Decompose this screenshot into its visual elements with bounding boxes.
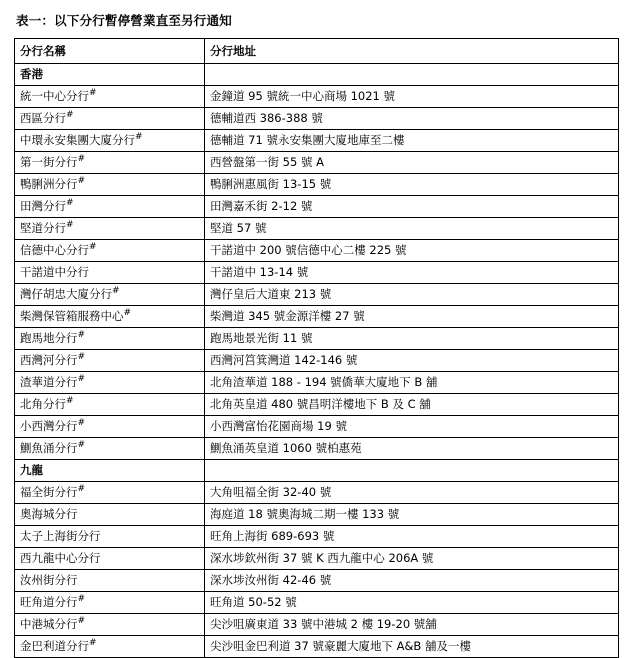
- branch-address-cell: 干諾道中 13-14 號: [205, 262, 619, 284]
- table-row: [15, 394, 619, 416]
- branch-name-cell: [15, 262, 205, 284]
- table-row: [15, 614, 619, 636]
- branch-address-cell: 尖沙咀金巴利道 37 號豪麗大廈地下 A&B 舖及一樓: [205, 636, 619, 658]
- branch-name-cell: [15, 350, 205, 372]
- table-row: [15, 526, 619, 548]
- table-row: [15, 130, 619, 152]
- footnote-hash-marker: #: [77, 484, 86, 495]
- branch-address-cell: 尖沙咀廣東道 33 號中港城 2 樓 19-20 號舖: [205, 614, 619, 636]
- branch-address-cell: 海庭道 18 號奧海城二期一樓 133 號: [205, 504, 619, 526]
- branch-address-cell: 田灣嘉禾街 2-12 號: [205, 196, 619, 218]
- table-row: [15, 306, 619, 328]
- branch-name-cell: [15, 592, 205, 614]
- footnote-hash-marker: #: [135, 132, 143, 143]
- footnote-hash-marker: #: [66, 110, 74, 121]
- footnote-hash-marker: #: [112, 286, 120, 297]
- branch-name-label: 統一中心分行: [20, 89, 89, 103]
- table-row: [15, 328, 619, 350]
- branch-name-cell: [15, 284, 205, 306]
- branch-name-cell: [15, 614, 205, 636]
- branch-name-cell: [15, 130, 205, 152]
- branch-name-cell: [15, 636, 205, 658]
- table-row: [15, 108, 619, 130]
- footnote-hash-marker: #: [89, 242, 97, 253]
- branch-name-label: 中環永安集團大廈分行: [20, 133, 135, 147]
- footnote-hash-marker: #: [77, 374, 86, 385]
- suspended-branches-table: [14, 38, 619, 658]
- branch-name-cell: [15, 526, 205, 548]
- footnote-hash-marker: #: [89, 88, 97, 99]
- branch-address-cell: 干諾道中 200 號信德中心二樓 225 號: [205, 240, 619, 262]
- branch-address-cell: 鴨脷洲惠風街 13-15 號: [205, 174, 619, 196]
- table-row: [15, 152, 619, 174]
- branch-name-label: 小西灣分行: [20, 419, 78, 433]
- branch-name-cell: [15, 372, 205, 394]
- table-row: [15, 438, 619, 460]
- branch-address-cell: 西灣河筥箕灣道 142-146 號: [205, 350, 619, 372]
- branch-address-cell: 深水埗欽州街 37 號 K 西九龍中心 206A 號: [205, 548, 619, 570]
- table-row: [15, 284, 619, 306]
- table-row: [15, 350, 619, 372]
- footnote-hash-marker: #: [77, 176, 86, 187]
- page-title: 表一：以下分行暫停營業直至另行通知: [16, 13, 232, 28]
- branch-name-label: 干諾道中分行: [20, 265, 89, 279]
- table-row: [15, 416, 619, 438]
- branch-name-label: 西九龍中心分行: [20, 551, 101, 565]
- branch-name-label: 堅道分行: [20, 221, 66, 235]
- table-row: [15, 218, 619, 240]
- footnote-hash-marker: #: [123, 308, 132, 319]
- branch-name-label: 第一街分行: [20, 155, 78, 169]
- branch-name-label: 西區分行: [20, 111, 66, 125]
- branch-name-label: 奧海城分行: [20, 507, 78, 521]
- table-header-row: [15, 39, 619, 64]
- table-row: [15, 504, 619, 526]
- table-row: [15, 592, 619, 614]
- footnote-hash-marker: #: [66, 220, 74, 231]
- branch-address-cell: 金鐘道 95 號統一中心商場 1021 號: [205, 86, 619, 108]
- table-row: [15, 570, 619, 592]
- section-label: 香港: [15, 64, 205, 86]
- branch-address-cell: 灣仔皇后大道東 213 號: [205, 284, 619, 306]
- branch-address-cell: 深水埗汝州街 42-46 號: [205, 570, 619, 592]
- footnote-hash-marker: #: [77, 330, 86, 341]
- branch-address-cell: 德輔道 71 號永安集團大廈地庫至二樓: [205, 130, 619, 152]
- branch-name-cell: [15, 416, 205, 438]
- branch-name-cell: [15, 394, 205, 416]
- table-row: [15, 482, 619, 504]
- table-row: [15, 196, 619, 218]
- branch-address-cell: 大角咀福全街 32-40 號: [205, 482, 619, 504]
- branch-name-label: 旺角道分行: [20, 595, 78, 609]
- column-header-branch-name: 分行名稱: [15, 39, 205, 64]
- footnote-hash-marker: #: [77, 154, 86, 165]
- branch-name-cell: [15, 306, 205, 328]
- table-row: [15, 174, 619, 196]
- branch-name-cell: [15, 152, 205, 174]
- section-spacer-cell: [205, 64, 619, 86]
- table-body: [15, 64, 619, 658]
- branch-name-label: 汝州街分行: [20, 573, 78, 587]
- branch-name-cell: [15, 196, 205, 218]
- branch-address-cell: 旺角上海街 689-693 號: [205, 526, 619, 548]
- branch-name-label: 鴨脷洲分行: [20, 177, 78, 191]
- table-row: [15, 240, 619, 262]
- branch-name-cell: [15, 174, 205, 196]
- table-header: [15, 39, 619, 64]
- table-row: [15, 636, 619, 658]
- table-row: [15, 372, 619, 394]
- branch-name-cell: [15, 548, 205, 570]
- branch-name-cell: [15, 328, 205, 350]
- branch-address-cell: 小西灣富怡花園商場 19 號: [205, 416, 619, 438]
- section-label: 九龍: [15, 460, 205, 482]
- footnote-hash-marker: #: [77, 418, 86, 429]
- branch-name-cell: [15, 570, 205, 592]
- table-row: [15, 262, 619, 284]
- branch-address-cell: 北角英皇道 480 號昌明洋樓地下 B 及 C 舖: [205, 394, 619, 416]
- table-row: [15, 86, 619, 108]
- footnote-hash-marker: #: [66, 198, 74, 209]
- branch-address-cell: 旺角道 50-52 號: [205, 592, 619, 614]
- footnote-hash-marker: #: [77, 616, 86, 627]
- branch-name-label: 田灣分行: [20, 199, 66, 213]
- branch-name-label: 西灣河分行: [20, 353, 78, 367]
- footnote-hash-marker: #: [77, 352, 86, 363]
- branch-name-cell: [15, 504, 205, 526]
- branch-address-cell: 西營盤第一街 55 號 A: [205, 152, 619, 174]
- footnote-hash-marker: #: [66, 396, 74, 407]
- branch-name-label: 信德中心分行: [20, 243, 89, 257]
- branch-name-label: 灣仔胡忠大廈分行: [20, 287, 112, 301]
- column-header-branch-address: 分行地址: [205, 39, 619, 64]
- branch-name-label: 跑馬地分行: [20, 331, 78, 345]
- table-section-row: [15, 460, 619, 482]
- branch-address-cell: 北角渣華道 188 - 194 號僑華大廈地下 B 舖: [205, 372, 619, 394]
- branch-name-label: 北角分行: [20, 397, 66, 411]
- branch-name-label: 金巴利道分行: [20, 639, 89, 653]
- branch-name-cell: [15, 108, 205, 130]
- footnote-hash-marker: #: [89, 638, 97, 649]
- branch-name-label: 中港城分行: [20, 617, 78, 631]
- table-section-row: [15, 64, 619, 86]
- branch-name-label: 渣華道分行: [20, 375, 78, 389]
- branch-address-cell: 跑馬地景光街 11 號: [205, 328, 619, 350]
- branch-name-cell: [15, 482, 205, 504]
- branch-name-cell: [15, 218, 205, 240]
- table-row: [15, 548, 619, 570]
- branch-name-cell: [15, 86, 205, 108]
- footnote-hash-marker: #: [77, 594, 86, 605]
- branch-name-cell: [15, 438, 205, 460]
- branch-name-label: 鰂魚涌分行: [20, 441, 78, 455]
- branch-address-cell: 柴灣道 345 號金源洋樓 27 號: [205, 306, 619, 328]
- branch-name-label: 太子上海街分行: [20, 529, 101, 543]
- branch-address-cell: 德輔道西 386-388 號: [205, 108, 619, 130]
- branch-address-cell: 鰂魚涌英皇道 1060 號柏惠苑: [205, 438, 619, 460]
- branch-name-cell: [15, 240, 205, 262]
- branch-name-label: 柴灣保管箱服務中心: [20, 309, 124, 323]
- footnote-hash-marker: #: [77, 440, 86, 451]
- branch-name-label: 福全街分行: [20, 485, 78, 499]
- section-spacer-cell: [205, 460, 619, 482]
- branch-address-cell: 堅道 57 號: [205, 218, 619, 240]
